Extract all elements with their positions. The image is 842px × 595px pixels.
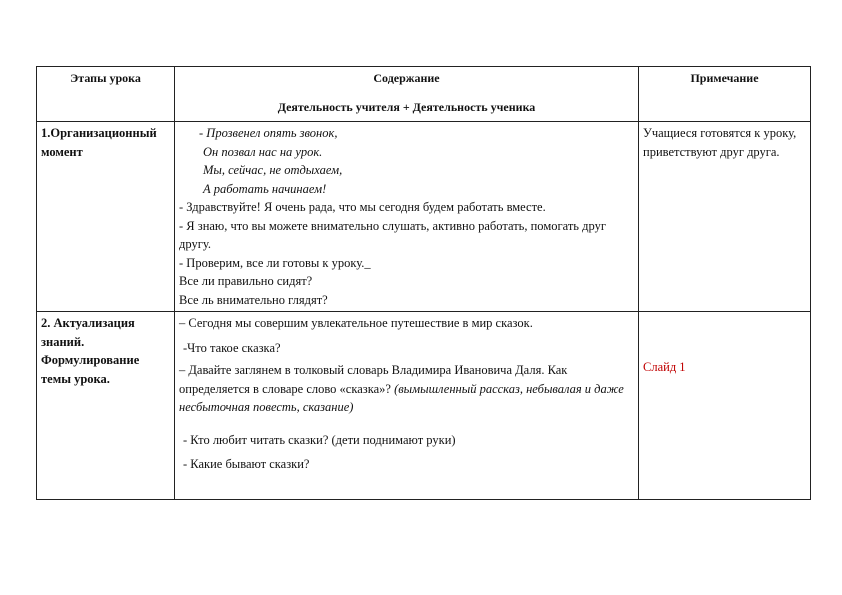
text-line: - Здравствуйте! Я очень рада, что мы сегодня будем работать вместе. [179,200,546,214]
note-text: Учащиеся готовятся к уроку, приветствуют друг друга. [643,126,797,159]
header-content [175,67,639,122]
header-content-subtitle: Деятельность учителя + Деятельность ученика [277,99,536,114]
text-line: -Что такое сказка? [183,340,281,355]
table-row [37,312,811,500]
poem-line: Мы, сейчас, не отдыхаем, [203,163,343,177]
stage-cell [37,122,175,312]
content-cell [175,312,639,500]
text-italic: (вымышленный рассказ, небывалая и даже несбыточная повесть, сказание) [179,381,624,414]
table-row [37,122,811,312]
poem-line: Он позвал нас на урок. [203,144,323,159]
header-notes: Примечание [639,67,811,122]
text-line: – Сегодня мы совершим увлекательное путешествие в мир сказок. [179,316,533,330]
text-line: Все ль внимательно глядят? [179,292,328,307]
text-line: - Я знаю, что вы можете внимательно слушать, активно работать, помогать друг другу. [179,218,606,251]
stage-cell [37,312,175,500]
text-line [179,361,634,417]
stage-title: 1.Организационный момент [41,126,157,159]
text-line: - Какие бывают сказки? [183,457,310,471]
stage-title: 2. Актуализация знаний. Формулирование темы урока. [41,316,140,386]
note-cell [639,122,811,312]
header-stages: Этапы урока [37,67,175,122]
poem-line: А работать начинаем! [203,181,327,196]
header-content-title: Содержание [373,71,440,85]
text-line: Все ли правильно сидят? [179,274,313,288]
text-plain: – Давайте заглянем в толковый словарь Владимира Ивановича Даля. Как определяется в словаре слово «сказка»? [179,363,568,396]
text-line: - Проверим, все ли готовы к уроку._ [179,255,371,270]
slide-note: Слайд 1 [643,360,686,374]
poem-line: - Прозвенел опять звонок, [199,126,338,140]
note-cell [639,312,811,500]
text-line: - Кто любит читать сказки? (дети поднимают руки) [183,432,456,447]
table-header-row [37,67,811,122]
lesson-plan-table [36,66,811,500]
content-cell [175,122,639,312]
